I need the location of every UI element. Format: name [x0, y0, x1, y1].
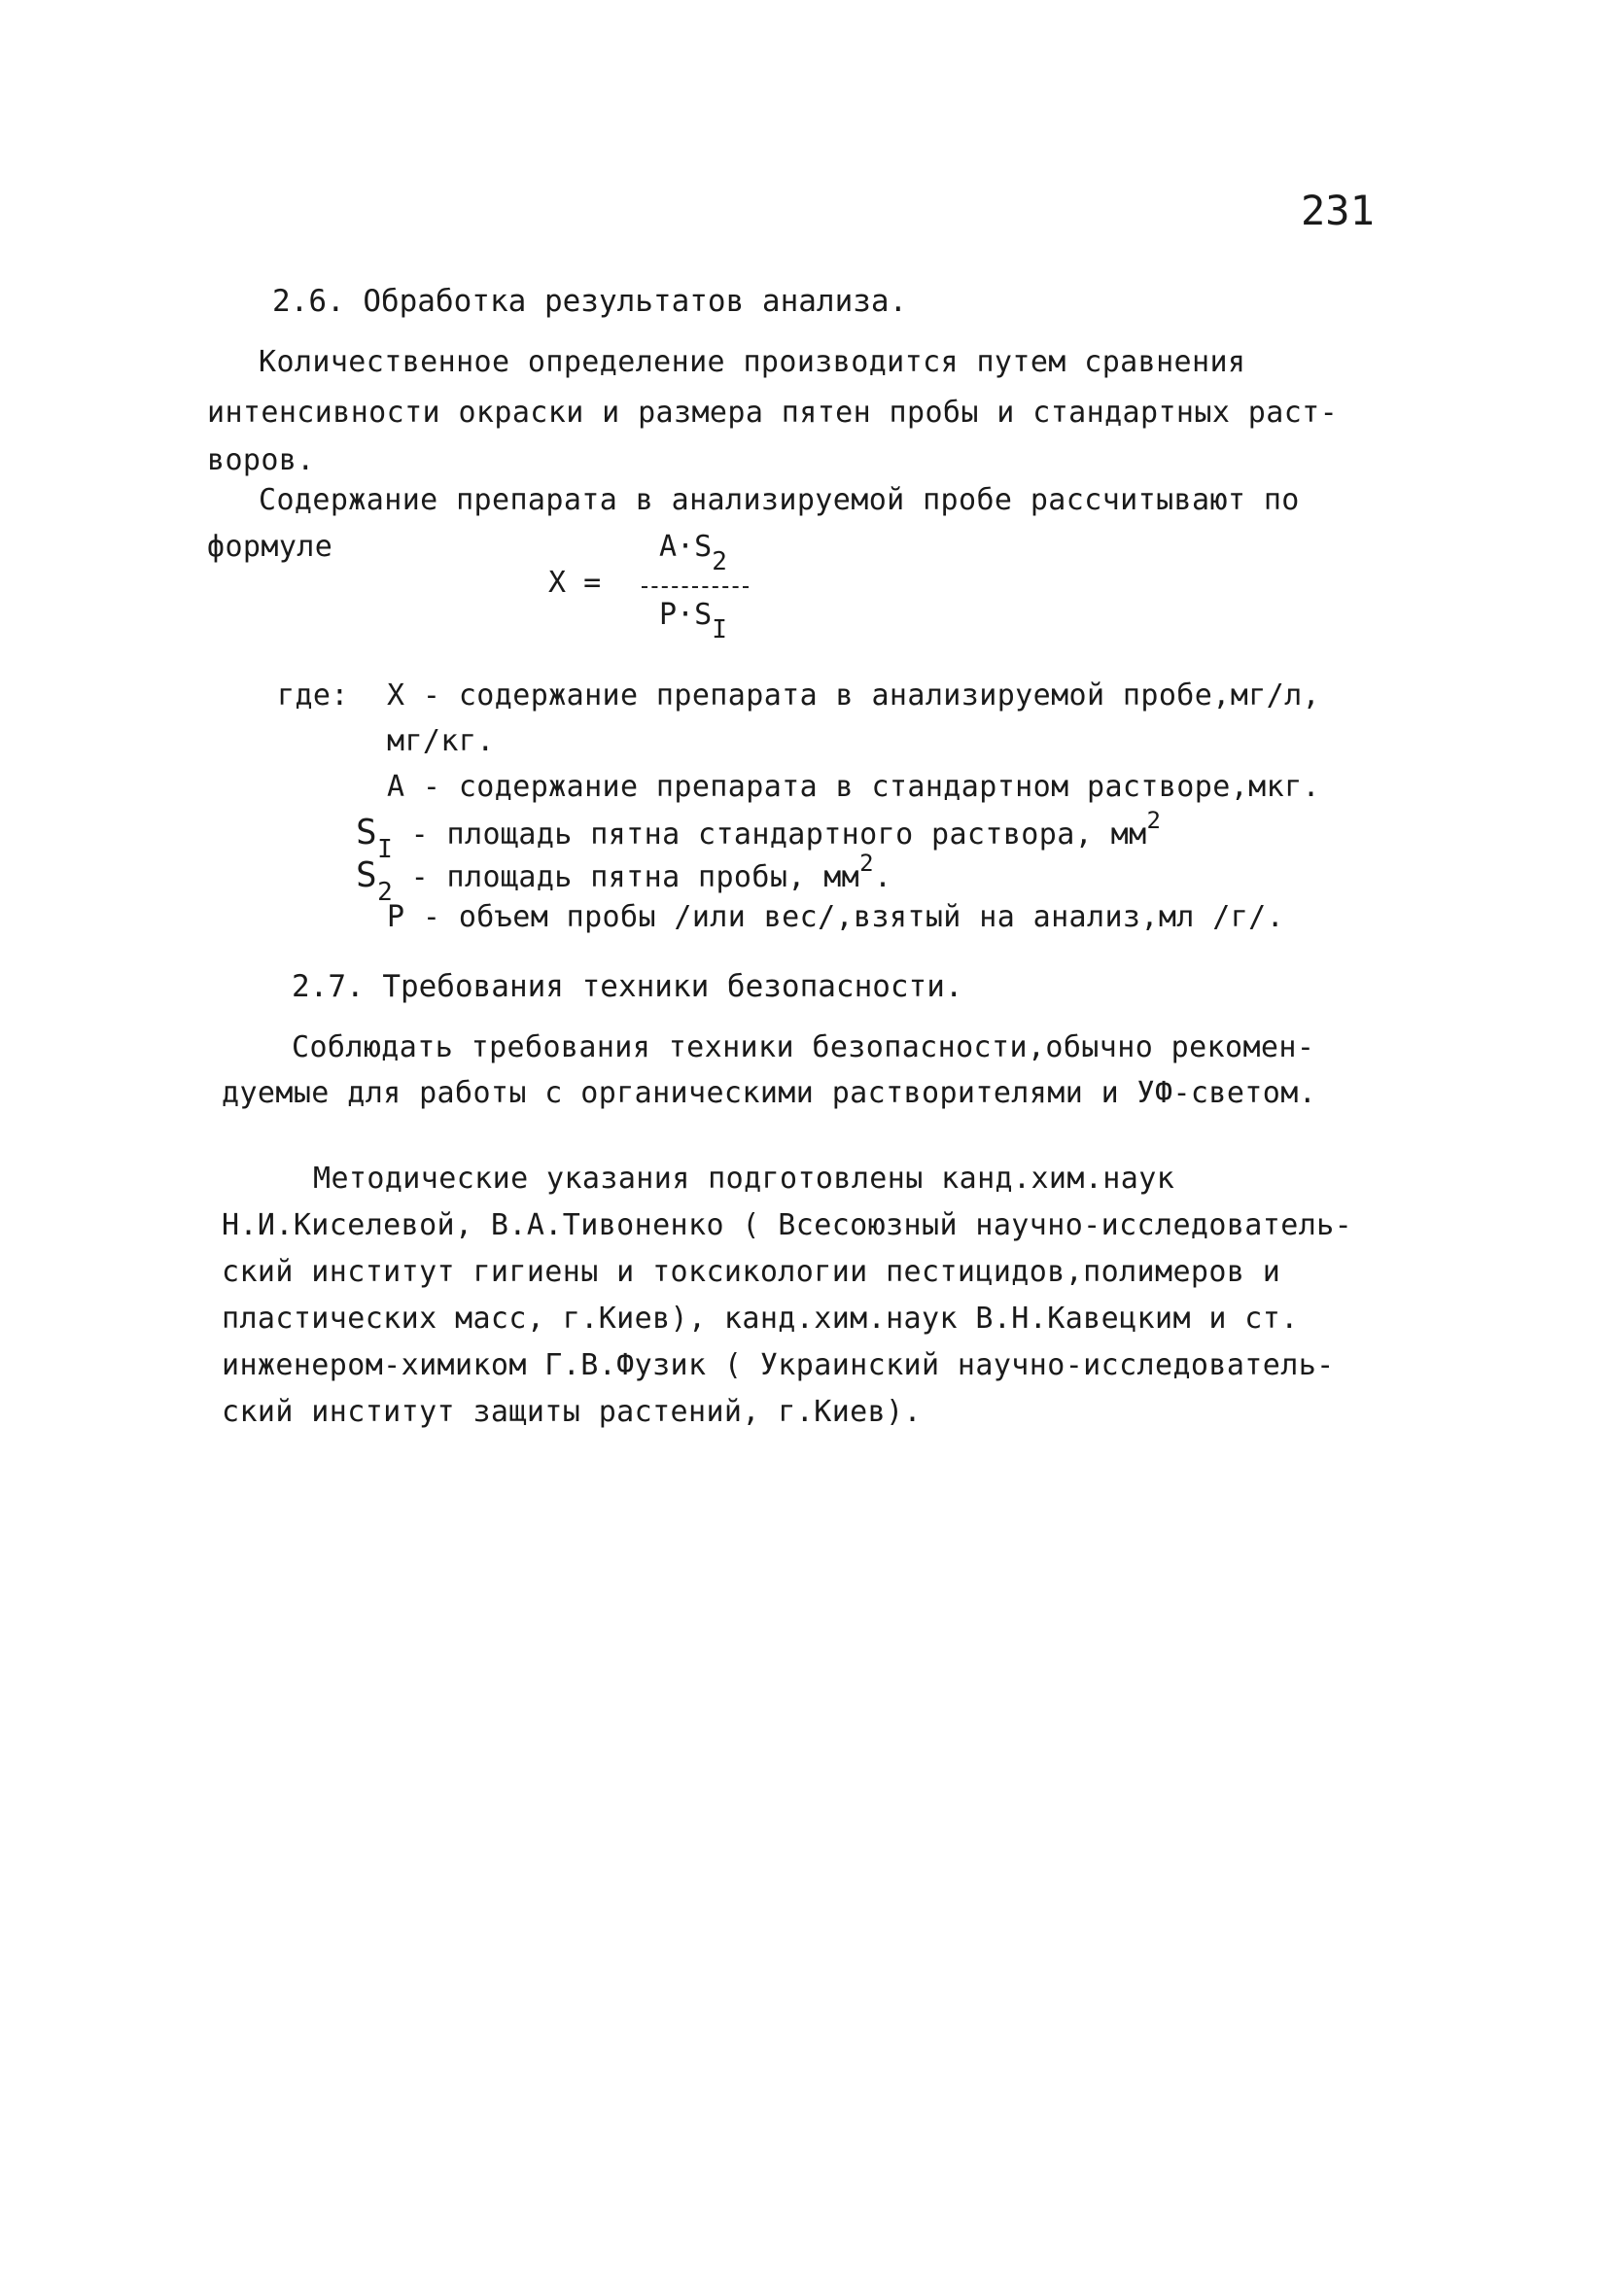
formula-denominator: P·SI: [659, 598, 727, 644]
credits-line2: Н.И.Киселевой, В.А.Тивоненко ( Всесоюзный научно-исследователь-: [222, 1208, 1353, 1242]
formula-numerator: A·S2: [659, 530, 727, 576]
para2-line2: формуле: [207, 530, 333, 564]
legend-x-line1: X - содержание препарата в анализируемой пробе,мг/л,: [387, 678, 1320, 713]
fraction-bar: [642, 586, 749, 588]
credits-line4: пластических масс, г.Киев), канд.хим.наук В.Н.Кавецким и ст.: [222, 1302, 1299, 1336]
formula-lhs: X =: [548, 566, 602, 600]
credits-line6: ский институт защиты растений, г.Киев).: [222, 1395, 922, 1429]
para1-line1: Количественное определение производится путем сравнения: [259, 345, 1246, 379]
legend-a-line: A - содержание препарата в стандартном растворе,мкг.: [387, 770, 1320, 804]
para2-line1: Содержание препарата в анализируемой пробе рассчитывают по: [259, 483, 1300, 517]
legend-s1-line: SI - площадь пятна стандартного раствора, $мм^2$: [356, 807, 1162, 864]
para1-line3: воров.: [207, 443, 315, 477]
formula-fraction: [622, 530, 753, 646]
credits-line1: Методические указания подготовлены канд.хим.наук: [313, 1162, 1175, 1196]
credits-line5: инженером-химиком Г.В.Фузик ( Украинский научно-исследователь-: [222, 1348, 1335, 1382]
legend-p-line: P - объем пробы /или вес/,взятый на анализ,мл /г/.: [387, 900, 1285, 934]
section-heading-2-6: 2.6. Обработка результатов анализа.: [272, 284, 908, 319]
legend-x-line2: мг/кг.: [387, 724, 495, 758]
legend-where: где:: [277, 678, 349, 713]
section-2-7-line2: дуемые для работы с органическими растворителями и УФ-светом.: [222, 1076, 1317, 1110]
page-number: 231: [1301, 187, 1375, 234]
section-2-7-line1: Соблюдать требования техники безопасности,обычно рекомен-: [292, 1030, 1315, 1064]
section-heading-2-7: 2.7. Требования техники безопасности.: [292, 969, 963, 1004]
para1-line2: интенсивности окраски и размера пятен пробы и стандартных раст-: [207, 396, 1339, 430]
legend-s2-line: S2 - площадь пятна пробы, $мм^2$.: [356, 850, 892, 907]
credits-line3: ский институт гигиены и токсикологии пестицидов,полимеров и: [222, 1255, 1281, 1289]
